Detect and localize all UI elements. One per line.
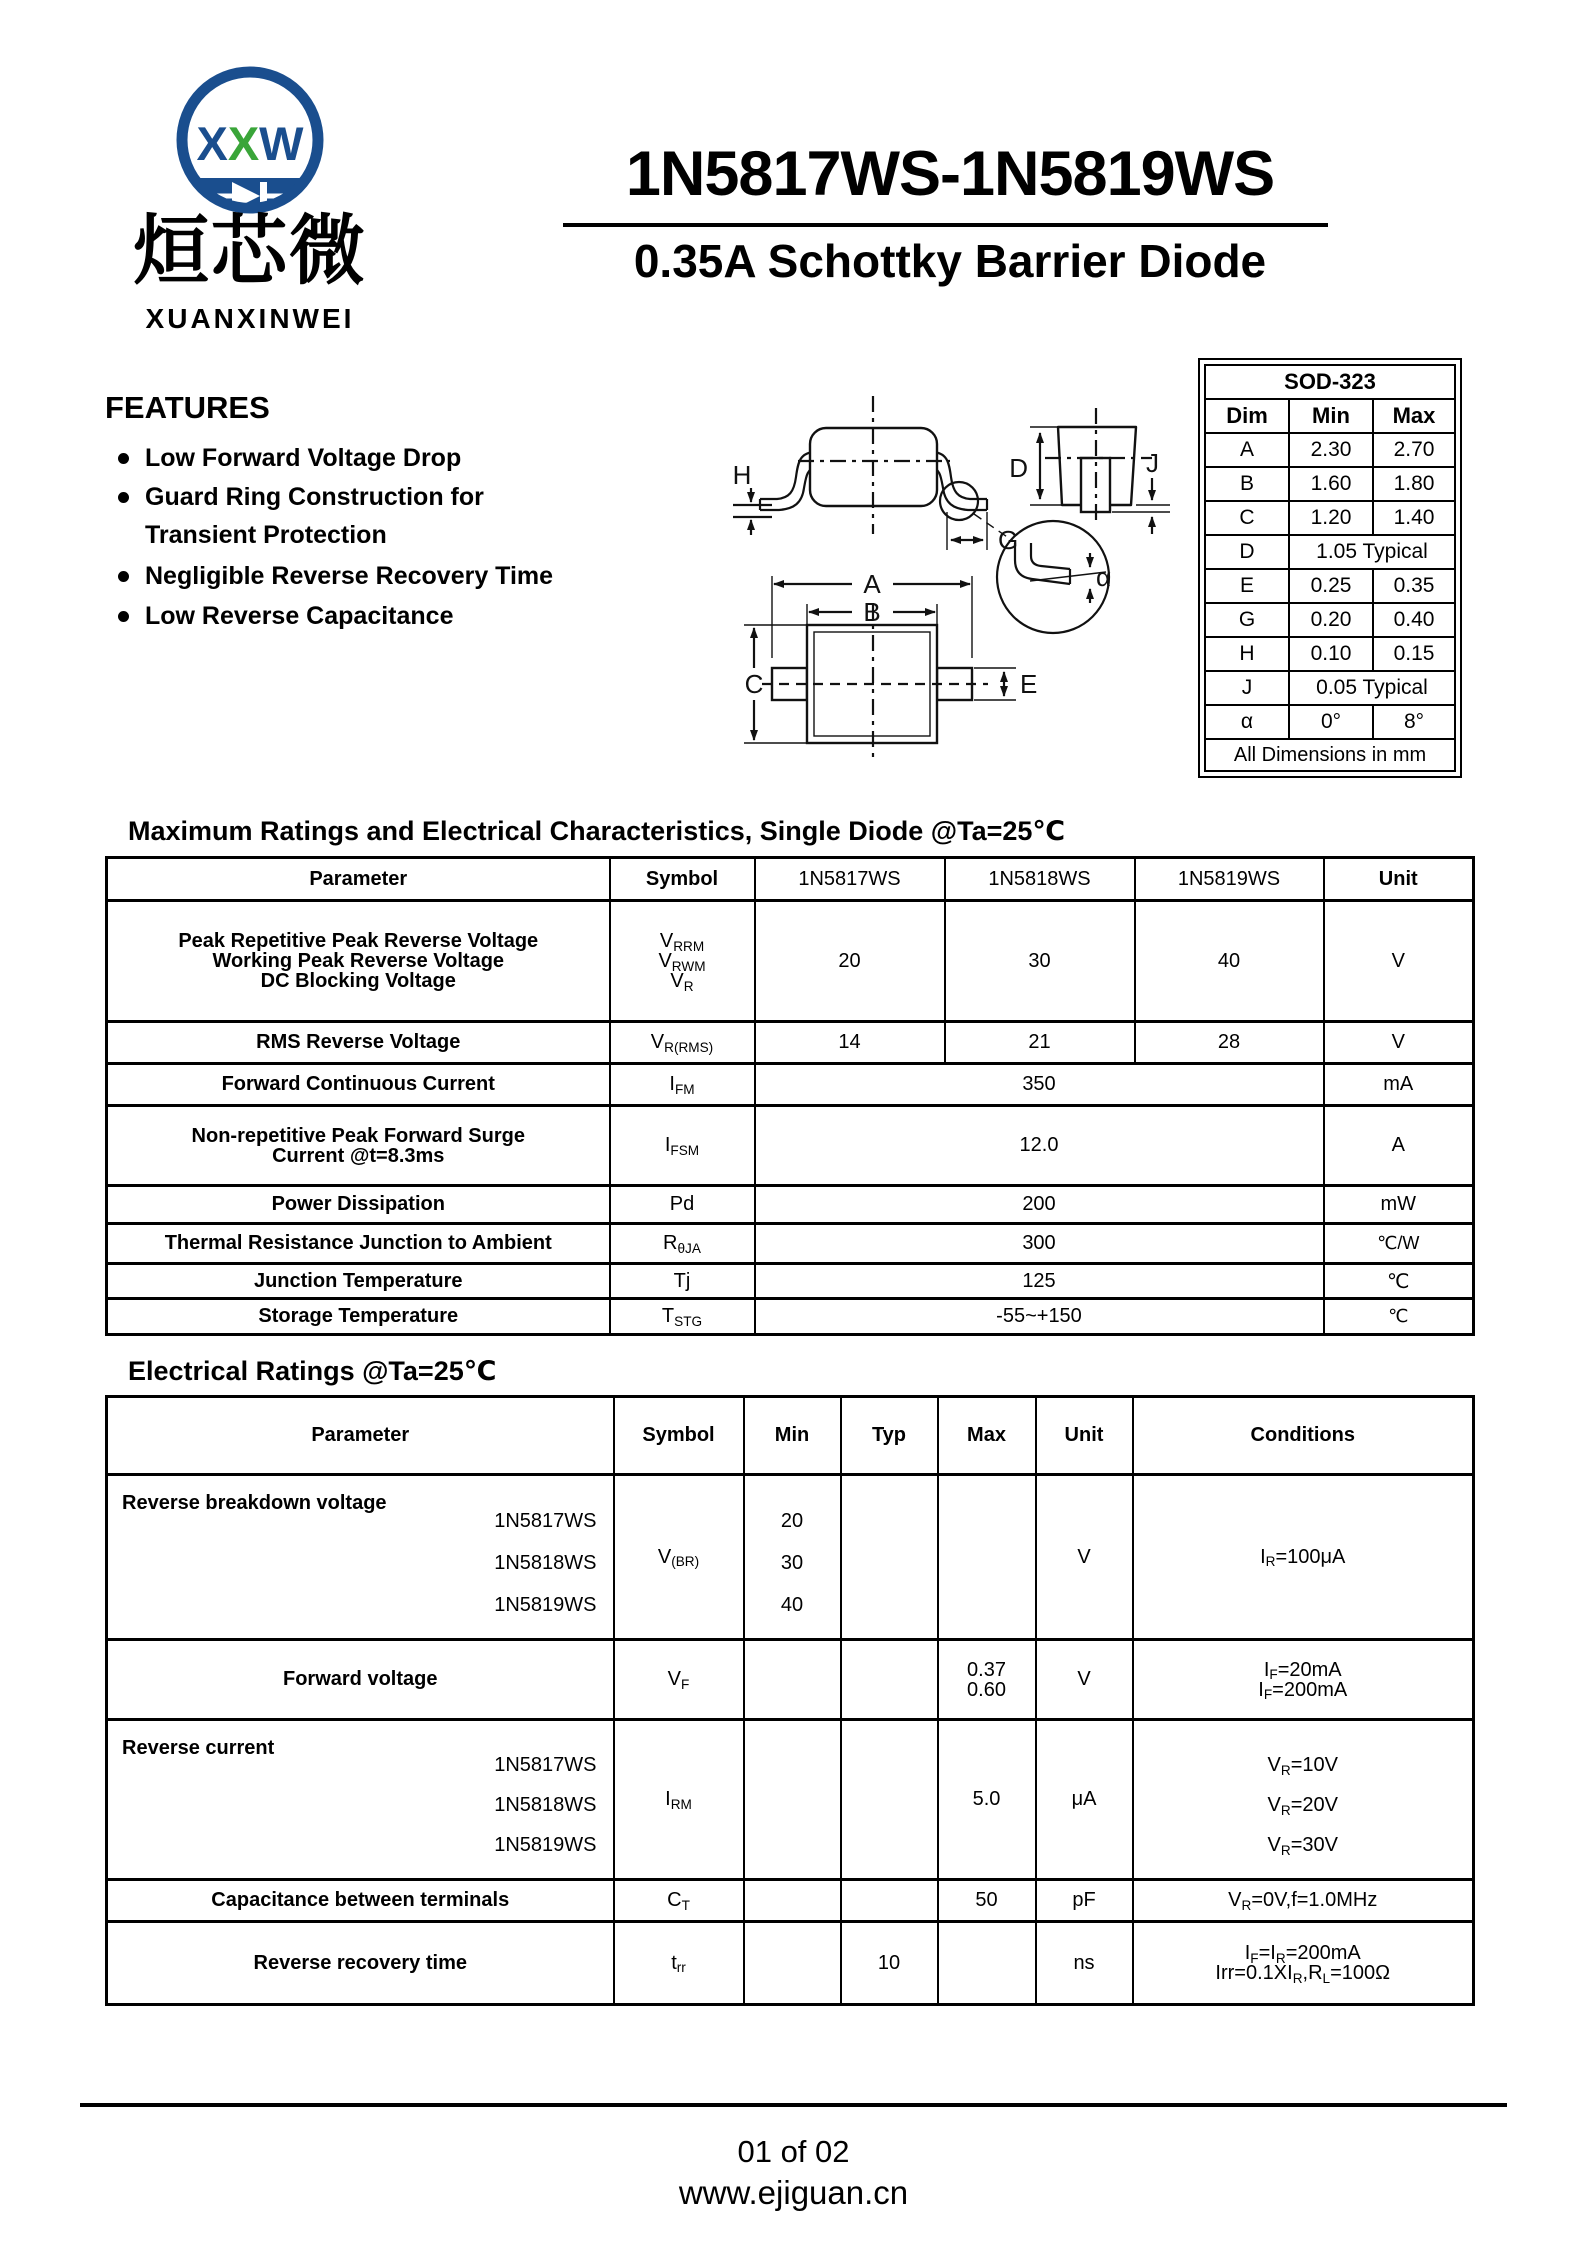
parameter-cell: Reverse current 1N5817WS 1N5818WS 1N5819WS [107,1720,614,1880]
symbol-cell: $T_{STG}$ [610,1299,755,1335]
col-header-symbol: Symbol [610,858,755,901]
col-header-parameter: Parameter [107,1397,614,1475]
unit-cell: A [1324,1106,1474,1186]
value-cell: 125 [755,1264,1324,1299]
col-header-1n5819ws: 1N5819WS [1135,858,1324,901]
dim-row [1205,637,1455,671]
bullet-icon [118,492,129,503]
electrical-ratings-heading: Electrical Ratings @Ta=25℃ [128,1356,497,1386]
header-row [107,858,1474,901]
bullet-icon [118,611,129,622]
value-cell: 21 [945,1022,1135,1064]
table-row [107,1720,1474,1880]
symbol-cell: $I_{FSM}$ [610,1106,755,1186]
col-header-parameter: Parameter [107,858,610,901]
unit-cell: V [1324,1022,1474,1064]
max-ratings-heading: Maximum Ratings and Electrical Characteristics, Single Diode @Ta=25℃ [128,816,1066,846]
typ-cell [841,1475,938,1640]
dim-cell: B [1205,467,1289,501]
unit-cell: ℃/W [1324,1224,1474,1264]
value-cell: 300 [755,1224,1324,1264]
min-cell: 20 30 40 [744,1475,841,1640]
dim-label-c: C [744,669,764,699]
value-cell: 350 [755,1064,1324,1106]
min-cell [744,1922,841,2005]
unit-cell: V [1324,901,1474,1022]
bullet-icon [118,453,129,464]
dim-row [1205,535,1455,569]
dim-cell: J [1205,671,1289,705]
feature-text: Low Reverse Capacitance [145,602,454,630]
max-cell: 2.70 [1373,433,1455,467]
min-cell: 2.30 [1289,433,1373,467]
value-cell: 200 [755,1186,1324,1224]
dim-row [1205,433,1455,467]
parameter-cell: Reverse recovery time [107,1922,614,2005]
feature-item-continued [118,518,705,552]
dim-cell: D [1205,535,1289,569]
table-row [107,1880,1474,1922]
conditions-cell: $I_R=100\mu A$ [1133,1475,1474,1640]
logo-english-name: XUANXINWEI [145,303,355,334]
unit-cell: mW [1324,1186,1474,1224]
value-cell: 28 [1135,1022,1324,1064]
package-dimensions-table [1198,358,1462,778]
symbol-cell: $V_{R(RMS)}$ [610,1022,755,1064]
dimensions-note: All Dimensions in mm [1205,739,1455,771]
dim-row [1205,705,1455,739]
table-row [107,1640,1474,1720]
features-heading: FEATURES [105,390,270,425]
dim-label-b: B [863,597,881,627]
symbol-cell: $t_{rr}$ [614,1922,744,2005]
dim-row [1205,671,1455,705]
feature-text: Transient Protection [145,521,387,549]
page-number: 01 of 02 [737,2134,850,2169]
footer-divider [80,2103,1507,2107]
parameter-cell: Power Dissipation [107,1186,610,1224]
feature-text: Low Forward Voltage Drop [145,444,462,472]
max-cell [938,1475,1036,1640]
symbol-cell: $V_F$ [614,1640,744,1720]
max-cell: 1.40 [1373,501,1455,535]
logo-chinese-name: 烜芯微 [133,209,367,294]
typical-cell: 0.05 Typical [1289,671,1455,705]
dim-row [1205,603,1455,637]
unit-cell: ℃ [1324,1264,1474,1299]
logo-monogram: XXW [196,117,304,170]
symbol-cell: $V_{RRM}$ $V_{RWM}$ $V_R$ [610,901,755,1022]
max-cell: 8° [1373,705,1455,739]
value-cell: 14 [755,1022,945,1064]
feature-item [118,599,678,633]
dim-cell: H [1205,637,1289,671]
typ-cell: 10 [841,1922,938,2005]
symbol-cell: Pd [610,1186,755,1224]
col-header-conditions: Conditions [1133,1397,1474,1475]
title-underline [563,223,1328,227]
feature-text: Negligible Reverse Recovery Time [145,562,554,590]
feature-item [118,441,678,475]
value-cell: 40 [1135,901,1324,1022]
max-cell: 0.37 0.60 [938,1640,1036,1720]
unit-cell: pF [1036,1880,1133,1922]
max-cell: 0.35 [1373,569,1455,603]
dim-label-alpha: α [1096,562,1112,592]
symbol-cell: Tj [610,1264,755,1299]
table-row [107,1922,1474,2005]
unit-cell: μA [1036,1720,1133,1880]
page-subtitle: 0.35A Schottky Barrier Diode [633,235,1267,287]
value-cell: 12.0 [755,1106,1324,1186]
dim-cell: C [1205,501,1289,535]
dim-cell: α [1205,705,1289,739]
parameter-cell: Storage Temperature [107,1299,610,1335]
parameter-cell: RMS Reverse Voltage [107,1022,610,1064]
parameter-cell: Junction Temperature [107,1264,610,1299]
col-header-1n5818ws: 1N5818WS [945,858,1135,901]
table-row [107,901,1474,1022]
website-link[interactable]: www.ejiguan.cn [678,2174,909,2211]
value-cell: 30 [945,901,1135,1022]
conditions-cell: $V_R=10V$ $V_R=20V$ $V_R=30V$ [1133,1720,1474,1880]
min-cell: 0° [1289,705,1373,739]
conditions-cell: $I_F=I_R=200mA$ $Irr=0.1XI_R,R_L=100\Omega$ [1133,1922,1474,2005]
max-cell: 0.40 [1373,603,1455,637]
unit-cell: V [1036,1475,1133,1640]
max-cell: 50 [938,1880,1036,1922]
min-cell: 1.20 [1289,501,1373,535]
table-row [107,1299,1474,1335]
typ-cell [841,1640,938,1720]
col-header-min: Min [1289,399,1373,433]
unit-cell: V [1036,1640,1133,1720]
min-cell [744,1720,841,1880]
dim-row [1205,501,1455,535]
col-header-symbol: Symbol [614,1397,744,1475]
table-row [107,1064,1474,1106]
dim-cell: G [1205,603,1289,637]
symbol-cell: $I_{RM}$ [614,1720,744,1880]
min-cell [744,1880,841,1922]
feature-text: Guard Ring Construction for [145,483,484,511]
min-cell: 0.25 [1289,569,1373,603]
col-header-unit: Unit [1324,858,1474,901]
max-cell [938,1922,1036,2005]
col-header-max: Max [1373,399,1455,433]
max-ratings-table [105,856,1475,1336]
col-header-unit: Unit [1036,1397,1133,1475]
unit-cell: mA [1324,1064,1474,1106]
parameter-cell: Capacitance between terminals [107,1880,614,1922]
table-row [107,1224,1474,1264]
table-row [107,1475,1474,1640]
min-cell: 0.20 [1289,603,1373,637]
feature-item [118,480,678,514]
typ-cell [841,1720,938,1880]
package-name: SOD-323 [1205,365,1455,399]
conditions-cell: $V_R=0V,f=1.0MHz$ [1133,1880,1474,1922]
dim-label-a: A [863,569,881,599]
value-cell: 20 [755,901,945,1022]
col-header-min: Min [744,1397,841,1475]
max-cell: 1.80 [1373,467,1455,501]
bullet-icon [118,571,129,582]
dim-label-j: J [1146,448,1159,478]
max-cell: 5.0 [938,1720,1036,1880]
dim-label-d: D [1009,453,1028,483]
col-header-1n5817ws: 1N5817WS [755,858,945,901]
col-header-max: Max [938,1397,1036,1475]
dim-cell: E [1205,569,1289,603]
parameter-cell: Forward Continuous Current [107,1064,610,1106]
table-row [107,1186,1474,1224]
symbol-cell: $I_{FM}$ [610,1064,755,1106]
parameter-cell: Forward voltage [107,1640,614,1720]
symbol-cell: $V_{(BR)}$ [614,1475,744,1640]
symbol-cell: $R_{\theta JA}$ [610,1224,755,1264]
dim-label-e: E [1020,669,1038,699]
table-row [107,1264,1474,1299]
page-title: 1N5817WS-1N5819WS [625,139,1275,209]
dim-row [1205,569,1455,603]
col-header-typ: Typ [841,1397,938,1475]
max-cell: 0.15 [1373,637,1455,671]
dim-cell: A [1205,433,1289,467]
parameter-cell: Peak Repetitive Peak Reverse Voltage Working Peak Reverse Voltage DC Blocking Voltage [107,901,610,1022]
typ-cell [841,1880,938,1922]
parameter-cell: Thermal Resistance Junction to Ambient [107,1224,610,1264]
unit-cell: ns [1036,1922,1133,2005]
table-row [107,1022,1474,1064]
parameter-cell: Reverse breakdown voltage 1N5817WS 1N5818WS 1N5819WS [107,1475,614,1640]
conditions-cell: $I_F=20mA$ $I_F=200mA$ [1133,1640,1474,1720]
dim-label-h: H [732,460,752,490]
table-row [107,1106,1474,1186]
typical-cell: 1.05 Typical [1289,535,1455,569]
unit-cell: ℃ [1324,1299,1474,1335]
package-outline-drawing [670,360,1180,790]
min-cell: 0.10 [1289,637,1373,671]
parameter-cell: Non-repetitive Peak Forward Surge Current @t=8.3ms [107,1106,610,1186]
dim-label-g: G [998,525,1019,555]
feature-item [118,559,678,593]
min-cell: 1.60 [1289,467,1373,501]
electrical-ratings-table [105,1395,1475,2006]
company-logo-icon [150,58,350,223]
min-cell [744,1640,841,1720]
symbol-cell: $C_T$ [614,1880,744,1922]
header-row [107,1397,1474,1475]
col-header-dim: Dim [1205,399,1289,433]
value-cell: -55~+150 [755,1299,1324,1335]
dim-row [1205,467,1455,501]
